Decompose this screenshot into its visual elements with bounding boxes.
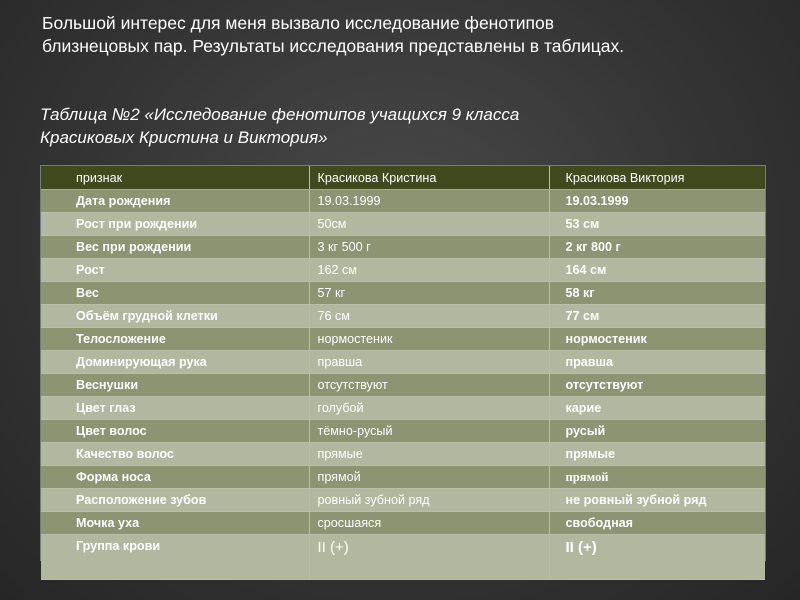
kristina-cell: 50см bbox=[309, 213, 549, 236]
table-title-line-2: Красиковых Кристина и Виктория» bbox=[40, 128, 328, 147]
trait-cell: Веснушки bbox=[41, 374, 309, 397]
viktoria-cell: 19.03.1999 bbox=[549, 190, 765, 213]
slide-heading: Большой интерес для меня вызвало исследование фенотипов близнецовых пар. Результаты исследования представлены в таблицах. bbox=[42, 13, 625, 56]
trait-cell: Вес bbox=[41, 282, 309, 305]
table-row bbox=[41, 535, 765, 580]
kristina-cell: 162 см bbox=[309, 259, 549, 282]
table-title-line-1: Таблица №2 «Исследование фенотипов учащихся 9 класса bbox=[40, 105, 520, 124]
table-row bbox=[41, 466, 765, 489]
trait-cell: Группа крови bbox=[41, 535, 309, 580]
kristina-cell: тёмно-русый bbox=[309, 420, 549, 443]
table-row bbox=[41, 512, 765, 535]
viktoria-cell: 58 кг bbox=[549, 282, 765, 305]
viktoria-cell: правша bbox=[549, 351, 765, 374]
trait-cell: Дата рождения bbox=[41, 190, 309, 213]
viktoria-cell: 164 см bbox=[549, 259, 765, 282]
kristina-cell: прямые bbox=[309, 443, 549, 466]
table-row bbox=[41, 328, 765, 351]
kristina-cell: ровный зубной ряд bbox=[309, 489, 549, 512]
table-row bbox=[41, 282, 765, 305]
viktoria-cell: русый bbox=[549, 420, 765, 443]
viktoria-cell: свободная bbox=[549, 512, 765, 535]
viktoria-cell: 2 кг 800 г bbox=[549, 236, 765, 259]
trait-cell: Цвет глаз bbox=[41, 397, 309, 420]
table-row bbox=[41, 190, 765, 213]
kristina-cell: отсутствуют bbox=[309, 374, 549, 397]
phenotype-table-container bbox=[40, 165, 766, 561]
table-header-row bbox=[41, 166, 765, 190]
kristina-cell: голубой bbox=[309, 397, 549, 420]
trait-cell: Вес при рождении bbox=[41, 236, 309, 259]
table-row bbox=[41, 443, 765, 466]
viktoria-cell: отсутствуют bbox=[549, 374, 765, 397]
header-trait: признак bbox=[41, 166, 309, 190]
header-viktoria: Красикова Виктория bbox=[549, 166, 765, 190]
trait-cell: Качество волос bbox=[41, 443, 309, 466]
phenotype-table bbox=[41, 166, 765, 580]
trait-cell: Расположение зубов bbox=[41, 489, 309, 512]
kristina-cell: II (+) bbox=[309, 535, 549, 580]
trait-cell: Мочка уха bbox=[41, 512, 309, 535]
kristina-cell: 57 кг bbox=[309, 282, 549, 305]
table-row bbox=[41, 351, 765, 374]
kristina-cell: 3 кг 500 г bbox=[309, 236, 549, 259]
kristina-cell: 76 см bbox=[309, 305, 549, 328]
table-title bbox=[40, 103, 680, 149]
viktoria-cell: карие bbox=[549, 397, 765, 420]
trait-cell: Рост при рождении bbox=[41, 213, 309, 236]
trait-cell: Объём грудной клетки bbox=[41, 305, 309, 328]
viktoria-cell: прямые bbox=[549, 443, 765, 466]
kristina-cell: 19.03.1999 bbox=[309, 190, 549, 213]
kristina-cell: нормостеник bbox=[309, 328, 549, 351]
viktoria-cell: нормостеник bbox=[549, 328, 765, 351]
table-row bbox=[41, 236, 765, 259]
trait-cell: Телосложение bbox=[41, 328, 309, 351]
table-row bbox=[41, 420, 765, 443]
table-row bbox=[41, 213, 765, 236]
trait-cell: Рост bbox=[41, 259, 309, 282]
kristina-cell: сросшаяся bbox=[309, 512, 549, 535]
table-row bbox=[41, 397, 765, 420]
viktoria-cell: II (+) bbox=[549, 535, 765, 580]
trait-cell: Цвет волос bbox=[41, 420, 309, 443]
trait-cell: Форма носа bbox=[41, 466, 309, 489]
kristina-cell: прямой bbox=[309, 466, 549, 489]
viktoria-cell: 53 см bbox=[549, 213, 765, 236]
header-kristina: Красикова Кристина bbox=[309, 166, 549, 190]
table-row bbox=[41, 489, 765, 512]
viktoria-cell: прямой bbox=[549, 466, 765, 489]
viktoria-cell: не ровный зубной ряд bbox=[549, 489, 765, 512]
trait-cell: Доминирующая рука bbox=[41, 351, 309, 374]
kristina-cell: правша bbox=[309, 351, 549, 374]
viktoria-cell: 77 см bbox=[549, 305, 765, 328]
table-row bbox=[41, 305, 765, 328]
table-row bbox=[41, 259, 765, 282]
table-row bbox=[41, 374, 765, 397]
